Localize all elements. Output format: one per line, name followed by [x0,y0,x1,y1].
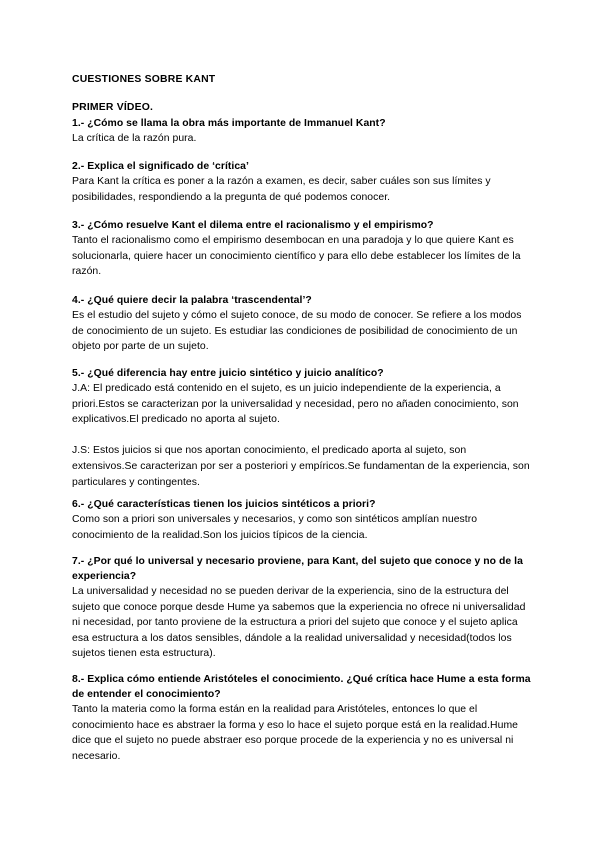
answer-7: La universalidad y necesidad no se pueden derivar de la experiencia, sino de la estructura del sujeto que conoce porque desde Hume ya sabemos que la experiencia no ofrece ni universalidad ni necesidad, por tanto proviene de la estructura a priori del sujeto que conoce y el sujeto aplica esa estructura a los datos sensibles, dándole a la realidad universalidad y necesidad(todos los sujetos tienen esta estructura). [72,586,526,660]
question-6: 6.- ¿Qué características tienen los juicios sintéticos a priori? [72,499,376,510]
answer-1: La crítica de la razón pura. [72,133,197,144]
question-1: 1.- ¿Cómo se llama la obra más importante de Immanuel Kant? [72,118,386,129]
document-title: CUESTIONES SOBRE KANT [72,74,216,85]
answer-8: Tanto la materia como la forma están en la realidad para Aristóteles, entonces lo que el conocimiento hace es abstraer la forma y eso lo hace el sujeto porque está en la realidad.Hume dice que el sujeto no puede abstraer eso porque procede de la experiencia y no es universal ni necesario. [72,704,518,762]
question-8: 8.- Explica cómo entiende Aristóteles el conocimiento. ¿Qué crítica hace Hume a esta forma de entender el conocimiento? [72,674,531,700]
question-2: 2.- Explica el significado de ‘crítica’ [72,161,249,172]
section-title: PRIMER VÍDEO. [72,102,154,113]
answer-5a: J.A: El predicado está contenido en el sujeto, es un juicio independiente de la experiencia, a priori.Estos se caracterizan por la universalidad y necesidad, pero no añaden conocimiento, son explicativos.El predicado no aporta al sujeto. [72,383,519,426]
qa-block-1 [72,116,534,147]
answer-6: Como son a priori son universales y necesarios, y como son sintéticos amplían nuestro conocimiento de la realidad.Son los juicios típicos de la ciencia. [72,514,478,541]
qa-block-7 [72,554,534,662]
qa-block-6 [72,497,534,543]
answer-2: Para Kant la crítica es poner a la razón a examen, es decir, saber cuáles son sus límites y posibilidades, respondiendo a la pregunta de qué podemos conocer. [72,176,491,203]
qa-block-2 [72,159,534,205]
question-3: 3.- ¿Cómo resuelve Kant el dilema entre el racionalismo y el empirismo? [72,220,434,231]
question-7: 7.- ¿Por qué lo universal y necesario proviene, para Kant, del sujeto que conoce y no de la experiencia? [72,556,523,582]
qa-block-3 [72,218,534,280]
qa-block-5 [72,366,534,490]
answer-3: Tanto el racionalismo como el empirismo desembocan en una paradoja y lo que quiere Kant es solucionarla, quiere hacer un conocimiento científico y para ello debe establecer los límites de la razón. [72,235,521,278]
qa-block-4 [72,293,534,355]
question-4: 4.- ¿Qué quiere decir la palabra ‘trascendental’? [72,295,312,306]
answer-5b: J.S: Estos juicios si que nos aportan conocimiento, el predicado aporta al sujeto, son extensivos.Se caracterizan por ser a posteriori y empíricos.Se fundamentan de la experiencia, son particulares y contingentes. [72,445,530,488]
qa-block-8 [72,672,534,764]
question-5: 5.- ¿Qué diferencia hay entre juicio sintético y juicio analítico? [72,368,384,379]
answer-4: Es el estudio del sujeto y cómo el sujeto conoce, de su modo de conocer. Se refiere a los modos de conocimiento de un sujeto. Es estudiar las condiciones de posibilidad de conocimiento de un objeto por parte de un sujeto. [72,310,522,353]
